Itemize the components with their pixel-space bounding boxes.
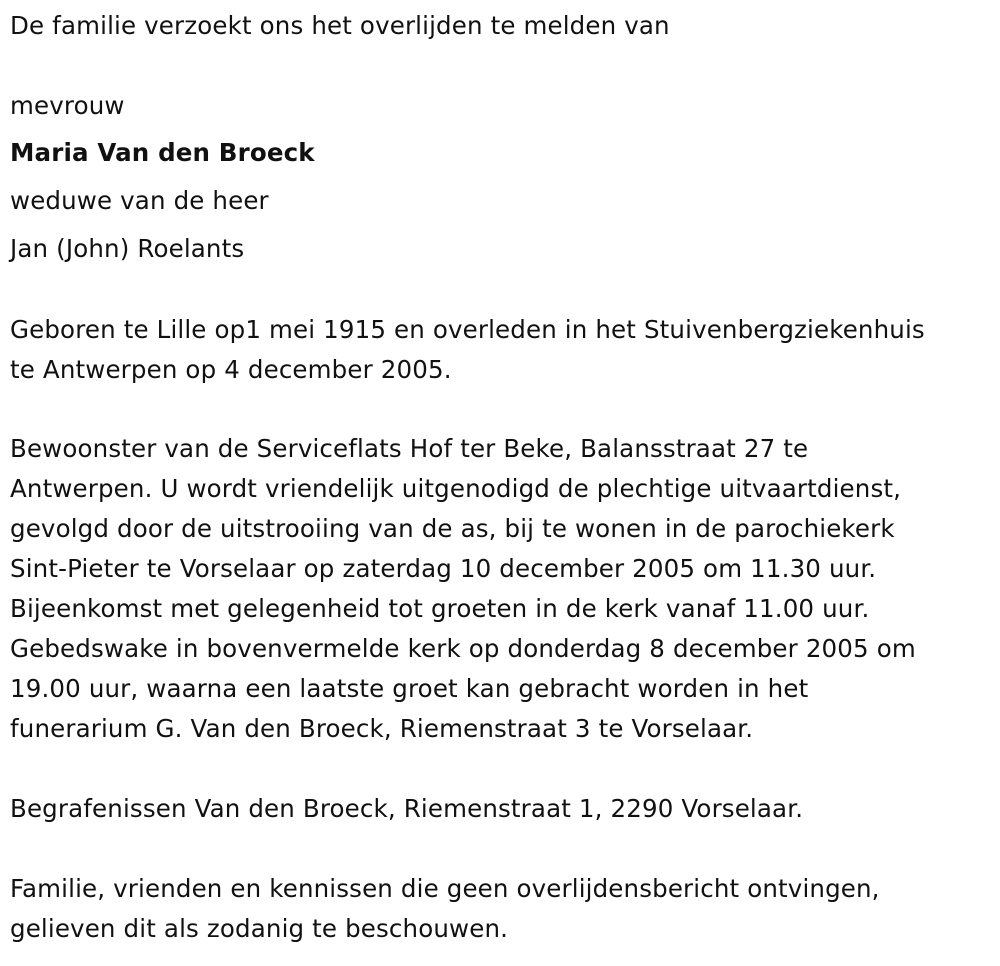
- intro-text: De familie verzoekt ons het overlijden te melden van: [10, 11, 670, 40]
- paragraph-line: Geboren te Lille op1 mei 1915 en overleden in het Stuivenbergziekenhuis: [10, 315, 925, 344]
- paragraph-line: gelieven dit als zodanig te beschouwen.: [10, 914, 509, 943]
- paragraph-line: Bijeenkomst met gelegenheid tot groeten in de kerk vanaf 11.00 uur.: [10, 594, 870, 623]
- undertaker-text: Begrafenissen Van den Broeck, Riemenstraat 1, 2290 Vorselaar.: [10, 794, 804, 823]
- paragraph-line: Familie, vrienden en kennissen die geen overlijdensbericht ontvingen,: [10, 874, 880, 903]
- honorific: mevrouw: [10, 91, 125, 120]
- paragraph-line: Antwerpen. U wordt vriendelijk uitgenodigd de plechtige uitvaartdienst,: [10, 474, 902, 503]
- paragraph-line: Bewoonster van de Serviceflats Hof ter Beke, Balansstraat 27 te: [10, 434, 809, 463]
- paragraph-line: Sint-Pieter te Vorselaar op zaterdag 10 december 2005 om 11.30 uur.: [10, 554, 877, 583]
- closing-paragraph: [10, 869, 995, 949]
- deceased-name: Maria Van den Broeck: [10, 138, 315, 167]
- paragraph-line: 19.00 uur, waarna een laatste groet kan gebracht worden in het: [10, 674, 809, 703]
- spouse-name: Jan (John) Roelants: [10, 234, 245, 263]
- paragraph-line: Gebedswake in bovenvermelde kerk op donderdag 8 december 2005 om: [10, 634, 916, 663]
- service-paragraph: [10, 429, 995, 749]
- birth-death-paragraph: [10, 310, 995, 390]
- paragraph-line: funerarium G. Van den Broeck, Riemenstraat 3 te Vorselaar.: [10, 714, 754, 743]
- paragraph-line: gevolgd door de uitstrooiing van de as, bij te wonen in de parochiekerk: [10, 514, 895, 543]
- relation-text: weduwe van de heer: [10, 186, 269, 215]
- paragraph-line: te Antwerpen op 4 december 2005.: [10, 355, 452, 384]
